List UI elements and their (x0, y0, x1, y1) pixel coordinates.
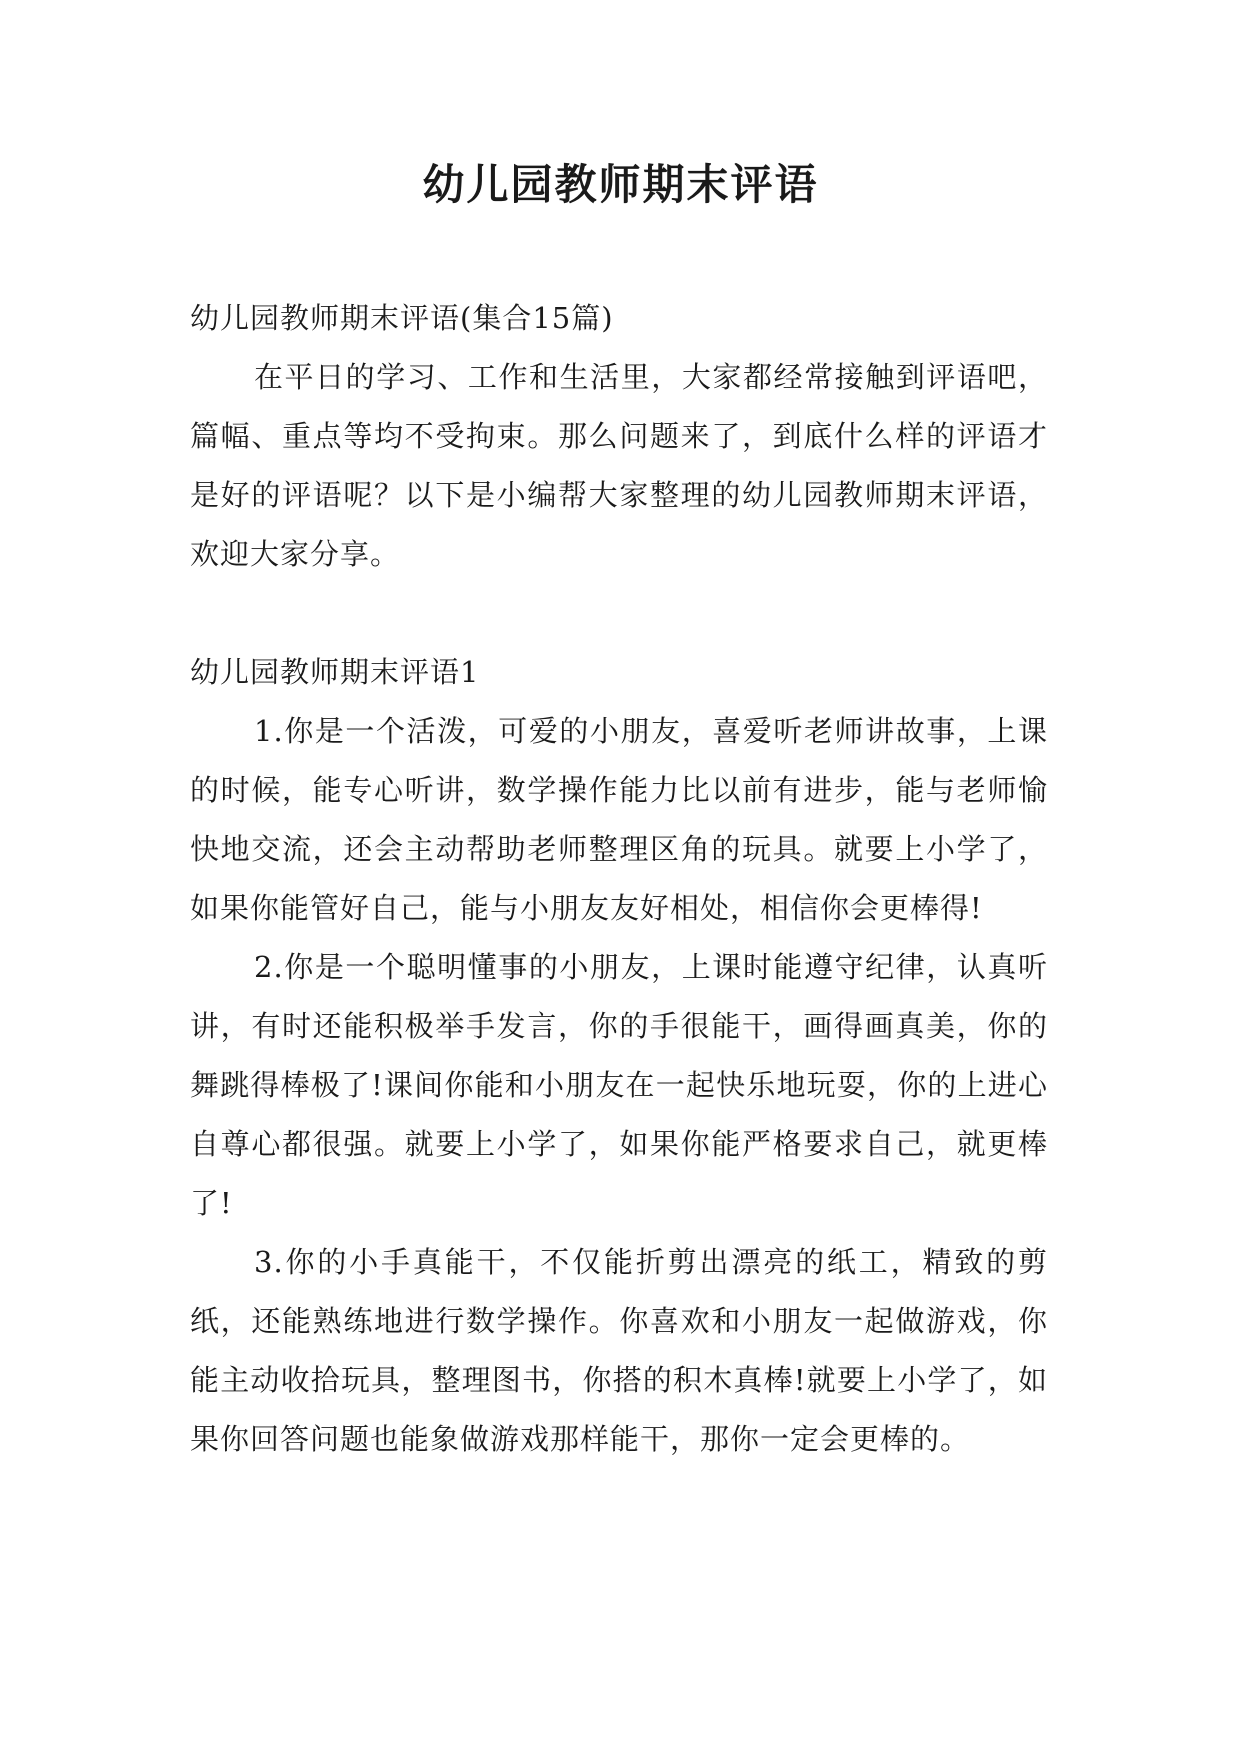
document-body (190, 289, 1048, 1469)
section-heading: 幼儿园教师期末评语1 (190, 655, 480, 689)
comment-paragraph-1: 1.你是一个活泼，可爱的小朋友，喜爱听老师讲故事，上课的时候，能专心听讲，数学操作能力比以前有进步，能与老师愉快地交流，还会主动帮助老师整理区角的玩具。就要上小学了，如果你能管好自己，能与小朋友友好相处，相信你会更棒得! (190, 714, 1048, 925)
intro-paragraph: 在平日的学习、工作和生活里，大家都经常接触到评语吧，篇幅、重点等均不受拘束。那么问题来了，到底什么样的评语才是好的评语呢？以下是小编帮大家整理的幼儿园教师期末评语，欢迎大家分享。 (190, 360, 1048, 571)
document-subtitle: 幼儿园教师期末评语(集合15篇) (190, 301, 614, 335)
comment-paragraph-3: 3.你的小手真能干，不仅能折剪出漂亮的纸工，精致的剪纸，还能熟练地进行数学操作。你喜欢和小朋友一起做游戏，你能主动收拾玩具，整理图书，你搭的积木真棒!就要上小学了，如果你回答问题也能象做游戏那样能干，那你一定会更棒的。 (190, 1245, 1048, 1456)
document-title: 幼儿园教师期末评语 (422, 160, 819, 209)
comment-paragraph-2: 2.你是一个聪明懂事的小朋友，上课时能遵守纪律，认真听讲，有时还能积极举手发言，你的手很能干，画得画真美，你的舞跳得棒极了!课间你能和小朋友在一起快乐地玩耍，你的上进心自尊心都很强。就要上小学了，如果你能严格要求自己，就更棒了! (190, 950, 1048, 1220)
paragraph-spacer (190, 584, 1048, 643)
